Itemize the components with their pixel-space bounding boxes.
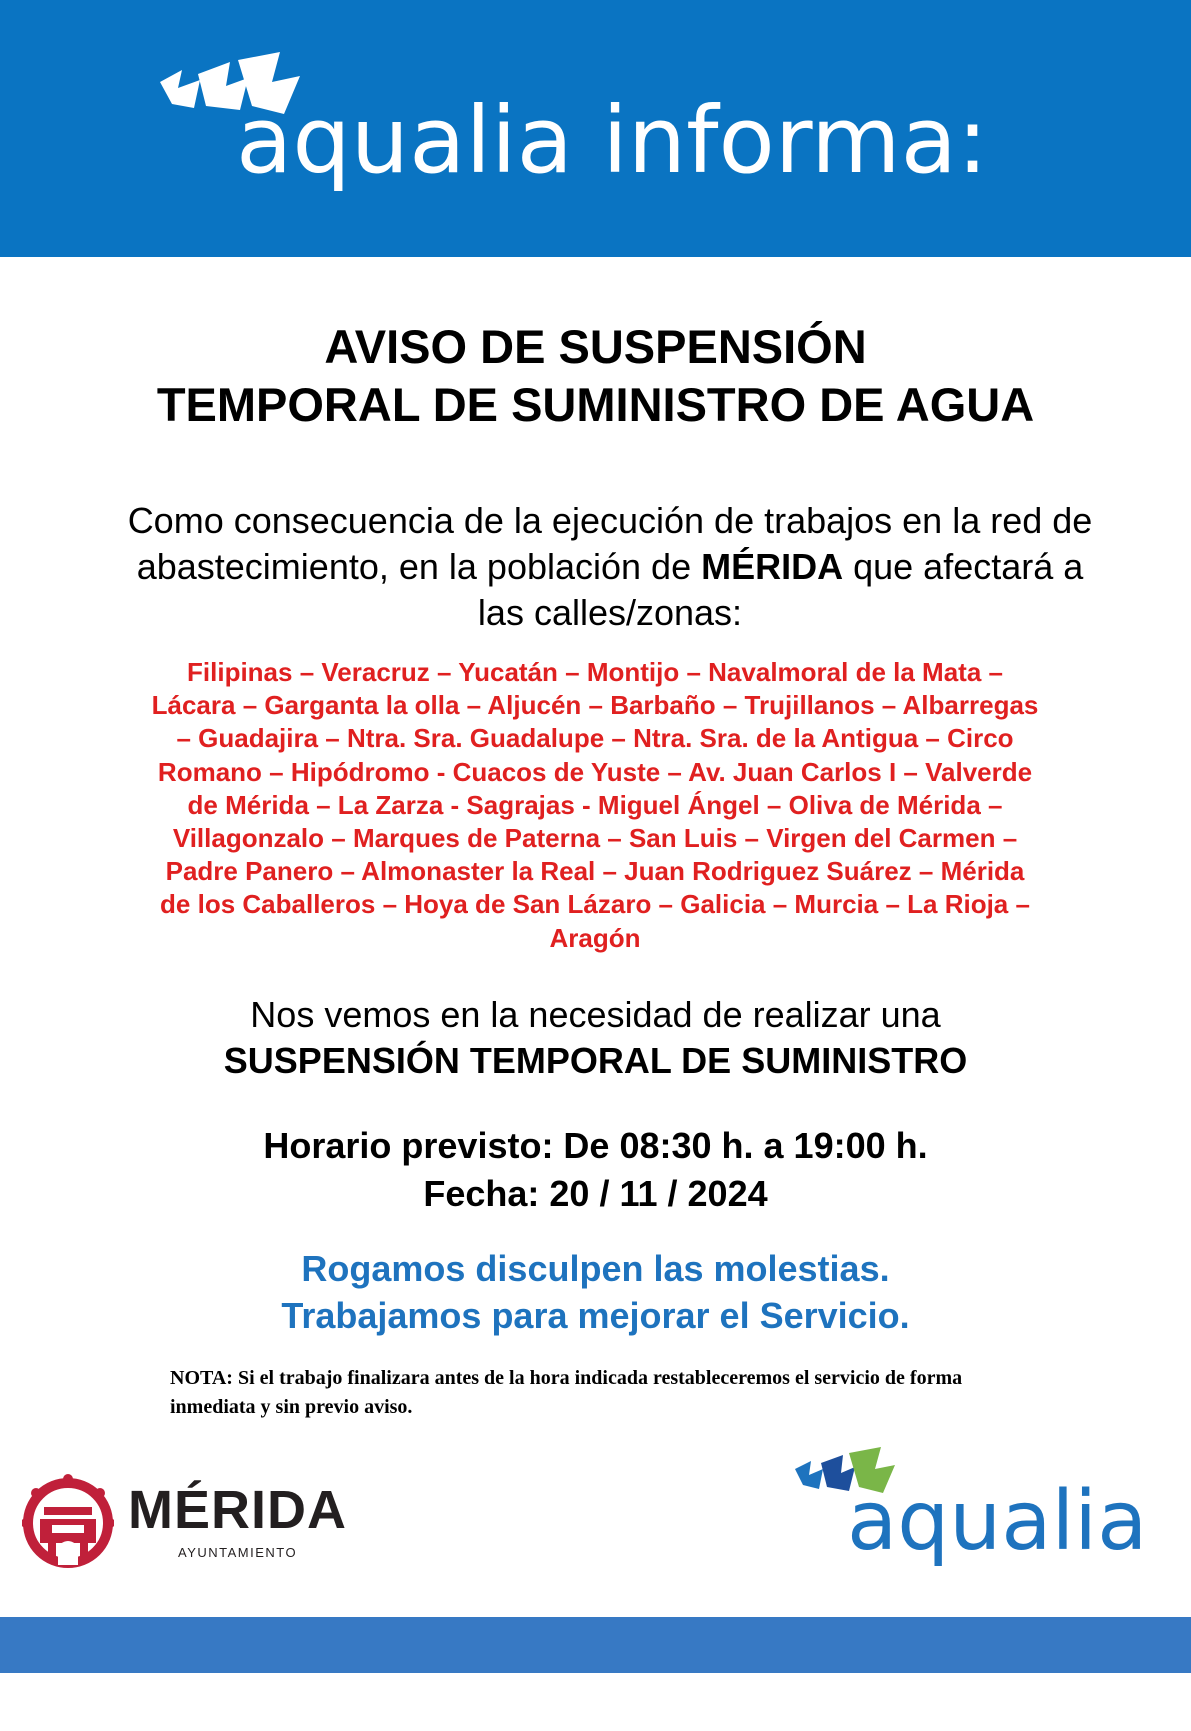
merida-subtitle: AYUNTAMIENTO xyxy=(178,1545,298,1560)
suspension-statement-line2: SUSPENSIÓN TEMPORAL DE SUMINISTRO xyxy=(223,1040,968,1081)
schedule-block xyxy=(0,1122,1191,1218)
street-line: Aragón xyxy=(549,922,641,953)
footer-bar xyxy=(0,1617,1191,1673)
street-line: Filipinas – Veracruz – Yucatán – Montijo – Navalmoral de la Mata – xyxy=(187,657,1003,687)
intro-text-before: Como consecuencia de la ejecución de trabajos en la red de abastecimiento, en la población de xyxy=(127,500,1093,587)
merida-emblem-icon xyxy=(22,1473,114,1573)
notice-title-line1: AVISO DE SUSPENSIÓN xyxy=(324,320,867,373)
header-title: aqualia informa: xyxy=(236,87,988,194)
intro-paragraph xyxy=(110,498,1110,636)
intro-city: MÉRIDA xyxy=(701,546,844,587)
aqualia-wordmark: aqualia xyxy=(847,1474,1148,1569)
street-line: de Mérida – La Zarza - Sagrajas - Miguel Ángel – Oliva de Mérida – xyxy=(187,789,1003,820)
street-line: Romano – Hipódromo - Cuacos de Yuste – Av. Juan Carlos I – Valverde xyxy=(157,756,1033,787)
street-line: Villagonzalo – Marques de Paterna – San Luis – Virgen del Carmen – xyxy=(172,823,1018,854)
street-line: Lácara – Garganta la olla – Aljucén – Barbaño – Trujillanos – Albarregas xyxy=(151,690,1039,721)
apology-block xyxy=(0,1245,1191,1339)
schedule-hours: Horario previsto: De 08:30 h. a 19:00 h. xyxy=(263,1125,928,1166)
street-line: – Guadajira – Ntra. Sra. Guadalupe – Ntra. Sra. de la Antigua – Circo xyxy=(176,723,1014,754)
merida-logo xyxy=(22,1473,362,1573)
merida-wordmark: MÉRIDA xyxy=(128,1480,347,1540)
apology-line2: Trabajamos para mejorar el Servicio. xyxy=(281,1295,910,1336)
intro-text-after: que afectará a las calles/zonas: xyxy=(477,546,1084,633)
notice-title-line2: TEMPORAL DE SUMINISTRO DE AGUA xyxy=(156,378,1035,431)
apology-line1: Rogamos disculpen las molestias. xyxy=(301,1248,890,1289)
header-banner xyxy=(0,0,1191,257)
street-line: Padre Panero – Almonaster la Real – Juan Rodriguez Suárez – Mérida xyxy=(165,856,1025,887)
aqualia-logo xyxy=(795,1447,1148,1577)
street-line: de los Caballeros – Hoya de San Lázaro – Galicia – Murcia – La Rioja – xyxy=(160,889,1030,920)
note-text: NOTA: Si el trabajo finalizara antes de la hora indicada restableceremos el servicio de forma inmediata y sin previo aviso. xyxy=(170,1367,963,1418)
suspension-statement-line1: Nos vemos en la necesidad de realizar una xyxy=(250,994,941,1035)
suspension-statement xyxy=(0,992,1191,1084)
affected-streets xyxy=(110,656,1080,955)
schedule-date: Fecha: 20 / 11 / 2024 xyxy=(423,1173,768,1214)
